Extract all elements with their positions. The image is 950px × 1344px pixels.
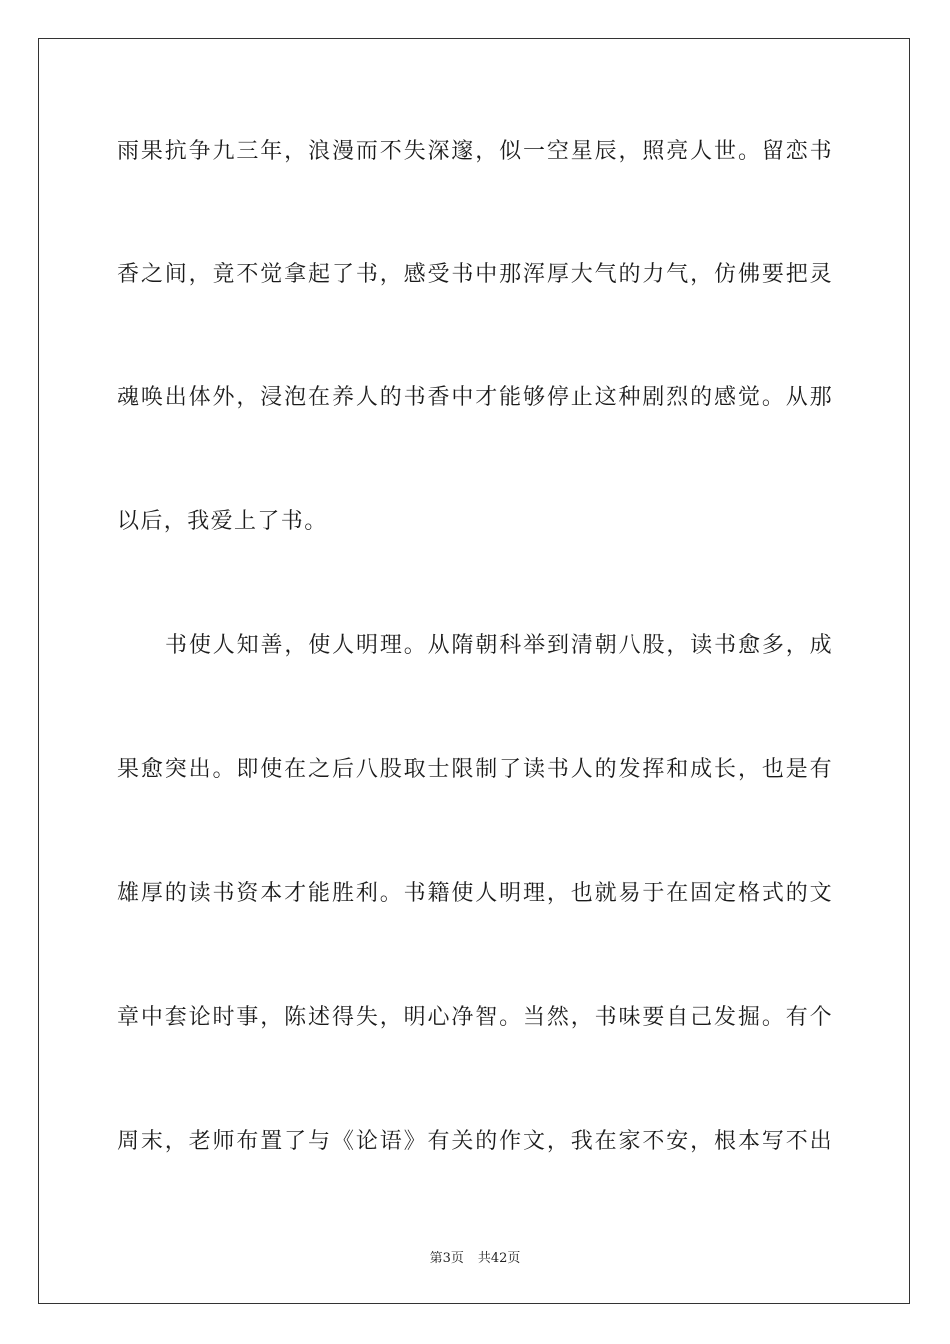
body-line-1: 雨果抗争九三年，浪漫而不失深邃，似一空星辰，照亮人世。留恋书 bbox=[117, 139, 833, 164]
page-border bbox=[38, 38, 910, 1304]
page-footer bbox=[0, 1247, 950, 1266]
body-line-3: 魂唤出体外，浸泡在养人的书香中才能够停止这种剧烈的感觉。从那 bbox=[117, 385, 833, 410]
body-line-8: 章中套论时事，陈述得失，明心净智。当然，书味要自己发掘。有个 bbox=[117, 1005, 833, 1030]
body-line-4: 以后，我爱上了书。 bbox=[117, 509, 328, 534]
page-total: 共42页 bbox=[477, 1251, 521, 1266]
body-line-5: 书使人知善，使人明理。从隋朝科举到清朝八股，读书愈多，成 bbox=[165, 633, 833, 658]
page-number: 第3页 bbox=[429, 1251, 464, 1266]
body-line-6: 果愈突出。即使在之后八股取士限制了读书人的发挥和成长，也是有 bbox=[117, 757, 833, 782]
body-line-9: 周末，老师布置了与《论语》有关的作文，我在家不安，根本写不出 bbox=[117, 1129, 833, 1154]
body-line-7: 雄厚的读书资本才能胜利。书籍使人明理，也就易于在固定格式的文 bbox=[117, 881, 833, 906]
body-line-2: 香之间，竟不觉拿起了书，感受书中那浑厚大气的力气，仿佛要把灵 bbox=[117, 262, 833, 287]
